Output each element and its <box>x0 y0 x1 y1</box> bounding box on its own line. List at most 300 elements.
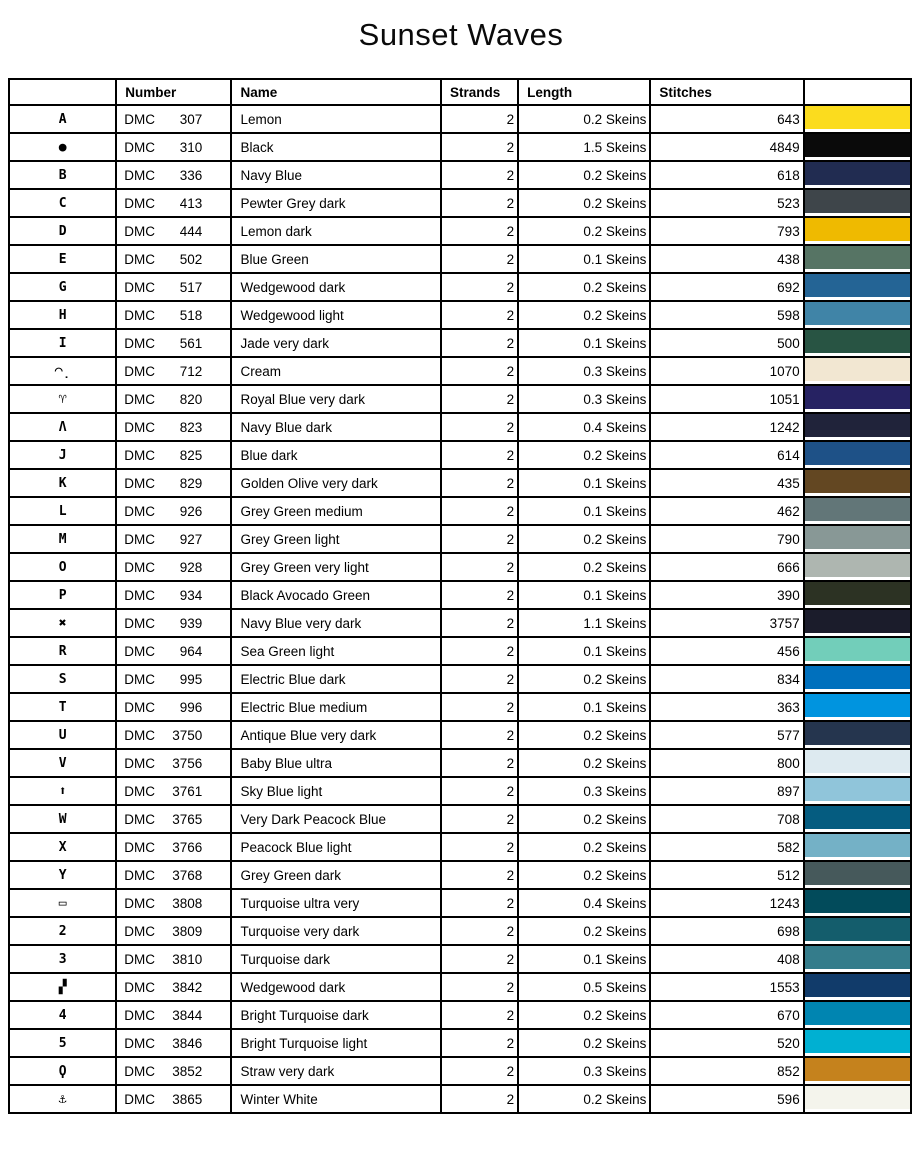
color-swatch-cell <box>804 1057 911 1085</box>
color-swatch <box>805 162 910 185</box>
strands-cell: 2 <box>441 441 518 469</box>
table-row <box>9 357 911 385</box>
floss-code: 561 <box>179 335 203 351</box>
color-swatch-cell <box>804 805 911 833</box>
color-swatch-cell <box>804 469 911 497</box>
color-name-cell: Grey Green very light <box>231 553 440 581</box>
page-title: Sunset Waves <box>358 17 564 52</box>
color-swatch-cell <box>804 945 911 973</box>
color-name-cell: Electric Blue dark <box>231 665 440 693</box>
brand-label: DMC <box>124 1091 155 1107</box>
strands-cell: 2 <box>441 917 518 945</box>
color-swatch-cell <box>804 133 911 161</box>
color-swatch <box>805 274 910 297</box>
strands-cell: 2 <box>441 973 518 1001</box>
brand-label: DMC <box>124 811 155 827</box>
length-cell: 0.1 Skeins <box>518 581 650 609</box>
brand-label: DMC <box>124 531 155 547</box>
brand-label: DMC <box>124 111 155 127</box>
color-swatch-cell <box>804 693 911 721</box>
brand-label: DMC <box>124 391 155 407</box>
floss-code: 310 <box>179 139 203 155</box>
number-cell <box>116 777 231 805</box>
number-cell <box>116 133 231 161</box>
color-swatch <box>805 582 910 605</box>
number-cell <box>116 693 231 721</box>
brand-label: DMC <box>124 615 155 631</box>
color-swatch-cell <box>804 973 911 1001</box>
color-name-cell: Royal Blue very dark <box>231 385 440 413</box>
stitch-symbol: O <box>9 553 116 581</box>
table-row <box>9 609 911 637</box>
table-row <box>9 553 911 581</box>
table-row <box>9 581 911 609</box>
stitch-symbol: J <box>9 441 116 469</box>
color-name-cell: Grey Green medium <box>231 497 440 525</box>
stitches-count-cell: 793 <box>650 217 803 245</box>
stitch-symbol: D <box>9 217 116 245</box>
color-swatch <box>805 974 910 997</box>
stitch-symbol: 3 <box>9 945 116 973</box>
floss-code: 927 <box>179 531 203 547</box>
color-swatch <box>805 498 910 521</box>
length-cell: 0.4 Skeins <box>518 413 650 441</box>
color-swatch-cell <box>804 833 911 861</box>
color-swatch <box>805 246 910 269</box>
brand-label: DMC <box>124 139 155 155</box>
color-swatch-cell <box>804 357 911 385</box>
floss-code: 3846 <box>172 1035 203 1051</box>
length-cell: 0.1 Skeins <box>518 637 650 665</box>
stitch-symbol: ♈ <box>9 385 116 413</box>
length-cell: 0.1 Skeins <box>518 497 650 525</box>
color-swatch-cell <box>804 525 911 553</box>
stitches-count-cell: 582 <box>650 833 803 861</box>
floss-code: 964 <box>179 643 203 659</box>
brand-label: DMC <box>124 503 155 519</box>
strands-cell: 2 <box>441 1085 518 1113</box>
brand-label: DMC <box>124 335 155 351</box>
length-cell: 0.4 Skeins <box>518 889 650 917</box>
length-cell: 0.2 Skeins <box>518 161 650 189</box>
color-swatch <box>805 414 910 437</box>
floss-code: 996 <box>179 699 203 715</box>
length-cell: 0.1 Skeins <box>518 329 650 357</box>
strands-cell: 2 <box>441 833 518 861</box>
stitches-count-cell: 435 <box>650 469 803 497</box>
floss-code: 518 <box>179 307 203 323</box>
number-cell <box>116 357 231 385</box>
floss-code: 3808 <box>172 895 203 911</box>
stitch-symbol: I <box>9 329 116 357</box>
brand-label: DMC <box>124 363 155 379</box>
stitches-count-cell: 1051 <box>650 385 803 413</box>
length-cell: 1.5 Skeins <box>518 133 650 161</box>
strands-cell: 2 <box>441 749 518 777</box>
brand-label: DMC <box>124 1035 155 1051</box>
floss-code: 3768 <box>172 867 203 883</box>
table-row <box>9 693 911 721</box>
brand-label: DMC <box>124 223 155 239</box>
color-swatch <box>805 638 910 661</box>
stitch-symbol: W <box>9 805 116 833</box>
stitches-count-cell: 577 <box>650 721 803 749</box>
color-swatch-cell <box>804 889 911 917</box>
brand-label: DMC <box>124 895 155 911</box>
floss-code: 3766 <box>172 839 203 855</box>
color-swatch-cell <box>804 441 911 469</box>
color-swatch <box>805 302 910 325</box>
color-swatch-cell <box>804 665 911 693</box>
number-cell <box>116 217 231 245</box>
stitches-count-cell: 462 <box>650 497 803 525</box>
stitch-symbol: L <box>9 497 116 525</box>
color-name-cell: Electric Blue medium <box>231 693 440 721</box>
strands-cell: 2 <box>441 105 518 133</box>
header-number: Number <box>116 79 231 105</box>
strands-cell: 2 <box>441 693 518 721</box>
stitch-symbol: K <box>9 469 116 497</box>
length-cell: 0.1 Skeins <box>518 245 650 273</box>
number-cell <box>116 1057 231 1085</box>
strands-cell: 2 <box>441 861 518 889</box>
brand-label: DMC <box>124 1007 155 1023</box>
color-name-cell: Winter White <box>231 1085 440 1113</box>
header-length: Length <box>518 79 650 105</box>
floss-code: 3761 <box>172 783 203 799</box>
table-row <box>9 861 911 889</box>
color-name-cell: Turquoise dark <box>231 945 440 973</box>
stitches-count-cell: 390 <box>650 581 803 609</box>
table-row <box>9 245 911 273</box>
color-swatch-cell <box>804 189 911 217</box>
floss-code: 502 <box>179 251 203 267</box>
color-name-cell: Jade very dark <box>231 329 440 357</box>
length-cell: 0.2 Skeins <box>518 273 650 301</box>
color-swatch-cell <box>804 721 911 749</box>
brand-label: DMC <box>124 279 155 295</box>
color-swatch-cell <box>804 1001 911 1029</box>
stitch-symbol: H <box>9 301 116 329</box>
strands-cell: 2 <box>441 805 518 833</box>
stitch-symbol: 2 <box>9 917 116 945</box>
color-swatch <box>805 1086 910 1109</box>
number-cell <box>116 413 231 441</box>
brand-label: DMC <box>124 307 155 323</box>
length-cell: 1.1 Skeins <box>518 609 650 637</box>
brand-label: DMC <box>124 671 155 687</box>
color-swatch <box>805 218 910 241</box>
stitches-count-cell: 698 <box>650 917 803 945</box>
strands-cell: 2 <box>441 329 518 357</box>
color-name-cell: Wedgewood light <box>231 301 440 329</box>
color-swatch-cell <box>804 1085 911 1113</box>
strands-cell: 2 <box>441 413 518 441</box>
table-row <box>9 161 911 189</box>
stitches-count-cell: 1243 <box>650 889 803 917</box>
length-cell: 0.2 Skeins <box>518 665 650 693</box>
color-name-cell: Wedgewood dark <box>231 273 440 301</box>
table-row <box>9 441 911 469</box>
header-row <box>9 79 911 105</box>
color-swatch-cell <box>804 301 911 329</box>
color-swatch-cell <box>804 497 911 525</box>
strands-cell: 2 <box>441 889 518 917</box>
header-name: Name <box>231 79 440 105</box>
number-cell <box>116 161 231 189</box>
color-swatch <box>805 862 910 885</box>
table-row <box>9 1001 911 1029</box>
strands-cell: 2 <box>441 721 518 749</box>
table-row <box>9 917 911 945</box>
length-cell: 0.2 Skeins <box>518 1029 650 1057</box>
floss-code: 3750 <box>172 727 203 743</box>
number-cell <box>116 721 231 749</box>
color-swatch-cell <box>804 581 911 609</box>
strands-cell: 2 <box>441 357 518 385</box>
stitch-symbol: Ϙ <box>9 1057 116 1085</box>
stitch-symbol: A <box>9 105 116 133</box>
brand-label: DMC <box>124 979 155 995</box>
floss-code: 307 <box>179 111 203 127</box>
color-swatch <box>805 190 910 213</box>
color-swatch <box>805 358 910 381</box>
number-cell <box>116 861 231 889</box>
number-cell <box>116 301 231 329</box>
stitch-symbol: Y <box>9 861 116 889</box>
color-name-cell: Very Dark Peacock Blue <box>231 805 440 833</box>
floss-code: 3842 <box>172 979 203 995</box>
table-row <box>9 805 911 833</box>
color-swatch <box>805 330 910 353</box>
header-symbol <box>9 79 116 105</box>
stitches-count-cell: 500 <box>650 329 803 357</box>
strands-cell: 2 <box>441 1057 518 1085</box>
number-cell <box>116 105 231 133</box>
stitches-count-cell: 438 <box>650 245 803 273</box>
color-swatch-cell <box>804 385 911 413</box>
brand-label: DMC <box>124 475 155 491</box>
stitch-symbol: U <box>9 721 116 749</box>
table-row <box>9 637 911 665</box>
color-swatch <box>805 918 910 941</box>
length-cell: 0.2 Skeins <box>518 189 650 217</box>
number-cell <box>116 469 231 497</box>
stitches-count-cell: 852 <box>650 1057 803 1085</box>
stitches-count-cell: 3757 <box>650 609 803 637</box>
color-swatch-cell <box>804 637 911 665</box>
brand-label: DMC <box>124 559 155 575</box>
number-cell <box>116 973 231 1001</box>
stitch-symbol: 4 <box>9 1001 116 1029</box>
number-cell <box>116 385 231 413</box>
stitch-symbol: ✖ <box>9 609 116 637</box>
floss-code: 820 <box>179 391 203 407</box>
strands-cell: 2 <box>441 189 518 217</box>
stitches-count-cell: 614 <box>650 441 803 469</box>
number-cell <box>116 553 231 581</box>
brand-label: DMC <box>124 167 155 183</box>
color-swatch <box>805 1058 910 1081</box>
stitch-symbol: ⬆ <box>9 777 116 805</box>
number-cell <box>116 273 231 301</box>
strands-cell: 2 <box>441 525 518 553</box>
floss-code: 928 <box>179 559 203 575</box>
stitches-count-cell: 800 <box>650 749 803 777</box>
color-swatch-cell <box>804 1029 911 1057</box>
stitch-symbol: ▞ <box>9 973 116 1001</box>
stitches-count-cell: 598 <box>650 301 803 329</box>
table-row <box>9 189 911 217</box>
strands-cell: 2 <box>441 273 518 301</box>
color-name-cell: Wedgewood dark <box>231 973 440 1001</box>
stitch-symbol: 5 <box>9 1029 116 1057</box>
brand-label: DMC <box>124 699 155 715</box>
length-cell: 0.2 Skeins <box>518 553 650 581</box>
table-row <box>9 105 911 133</box>
brand-label: DMC <box>124 643 155 659</box>
floss-code: 3756 <box>172 755 203 771</box>
strands-cell: 2 <box>441 497 518 525</box>
brand-label: DMC <box>124 783 155 799</box>
number-cell <box>116 609 231 637</box>
stitch-symbol: X <box>9 833 116 861</box>
floss-code: 517 <box>179 279 203 295</box>
floss-code: 3865 <box>172 1091 203 1107</box>
floss-code: 413 <box>179 195 203 211</box>
floss-code: 995 <box>179 671 203 687</box>
floss-code: 825 <box>179 447 203 463</box>
brand-label: DMC <box>124 587 155 603</box>
table-row <box>9 301 911 329</box>
number-cell <box>116 833 231 861</box>
stitches-count-cell: 363 <box>650 693 803 721</box>
color-name-cell: Navy Blue very dark <box>231 609 440 637</box>
number-cell <box>116 497 231 525</box>
floss-code: 3809 <box>172 923 203 939</box>
table-row <box>9 665 911 693</box>
strands-cell: 2 <box>441 777 518 805</box>
color-swatch-cell <box>804 553 911 581</box>
brand-label: DMC <box>124 195 155 211</box>
length-cell: 0.2 Skeins <box>518 861 650 889</box>
table-row <box>9 385 911 413</box>
color-name-cell: Sea Green light <box>231 637 440 665</box>
table-row <box>9 749 911 777</box>
stitch-symbol: ● <box>9 133 116 161</box>
stitch-symbol: C <box>9 189 116 217</box>
table-row <box>9 973 911 1001</box>
stitches-count-cell: 523 <box>650 189 803 217</box>
strands-cell: 2 <box>441 245 518 273</box>
header-swatch <box>804 79 911 105</box>
strands-cell: 2 <box>441 553 518 581</box>
color-swatch <box>805 442 910 465</box>
number-cell <box>116 245 231 273</box>
color-name-cell: Golden Olive very dark <box>231 469 440 497</box>
floss-code: 444 <box>179 223 203 239</box>
color-swatch <box>805 106 910 129</box>
table-row <box>9 413 911 441</box>
color-name-cell: Peacock Blue light <box>231 833 440 861</box>
strands-cell: 2 <box>441 161 518 189</box>
number-cell <box>116 189 231 217</box>
stitches-count-cell: 408 <box>650 945 803 973</box>
strands-cell: 2 <box>441 217 518 245</box>
number-cell <box>116 945 231 973</box>
brand-label: DMC <box>124 419 155 435</box>
length-cell: 0.2 Skeins <box>518 105 650 133</box>
number-cell <box>116 525 231 553</box>
number-cell <box>116 805 231 833</box>
table-row <box>9 273 911 301</box>
color-name-cell: Navy Blue dark <box>231 413 440 441</box>
stitches-count-cell: 618 <box>650 161 803 189</box>
strands-cell: 2 <box>441 637 518 665</box>
stitches-count-cell: 834 <box>650 665 803 693</box>
floss-code: 3765 <box>172 811 203 827</box>
stitch-symbol: ⚓ <box>9 1085 116 1113</box>
stitch-symbol: R <box>9 637 116 665</box>
stitches-count-cell: 512 <box>650 861 803 889</box>
color-name-cell: Straw very dark <box>231 1057 440 1085</box>
stitches-count-cell: 456 <box>650 637 803 665</box>
color-swatch-cell <box>804 273 911 301</box>
number-cell <box>116 665 231 693</box>
color-swatch-cell <box>804 749 911 777</box>
length-cell: 0.2 Skeins <box>518 525 650 553</box>
length-cell: 0.3 Skeins <box>518 777 650 805</box>
color-swatch <box>805 750 910 773</box>
length-cell: 0.2 Skeins <box>518 217 650 245</box>
stitch-symbol: T <box>9 693 116 721</box>
table-row <box>9 1029 911 1057</box>
brand-label: DMC <box>124 951 155 967</box>
table-row <box>9 525 911 553</box>
color-name-cell: Lemon dark <box>231 217 440 245</box>
color-swatch-cell <box>804 917 911 945</box>
table-row <box>9 217 911 245</box>
color-name-cell: Antique Blue very dark <box>231 721 440 749</box>
brand-label: DMC <box>124 447 155 463</box>
color-swatch <box>805 834 910 857</box>
stitches-count-cell: 790 <box>650 525 803 553</box>
color-swatch-cell <box>804 329 911 357</box>
floss-code: 712 <box>179 363 203 379</box>
length-cell: 0.5 Skeins <box>518 973 650 1001</box>
length-cell: 0.2 Skeins <box>518 805 650 833</box>
brand-label: DMC <box>124 1063 155 1079</box>
color-name-cell: Turquoise very dark <box>231 917 440 945</box>
color-swatch <box>805 666 910 689</box>
color-name-cell: Blue dark <box>231 441 440 469</box>
color-swatch <box>805 610 910 633</box>
stitch-symbol: Λ <box>9 413 116 441</box>
table-row <box>9 833 911 861</box>
table-row <box>9 889 911 917</box>
color-name-cell: Grey Green light <box>231 525 440 553</box>
stitch-symbol: E <box>9 245 116 273</box>
stitch-symbol: B <box>9 161 116 189</box>
stitches-count-cell: 692 <box>650 273 803 301</box>
number-cell <box>116 637 231 665</box>
color-swatch <box>805 134 910 157</box>
strands-cell: 2 <box>441 1029 518 1057</box>
color-swatch-cell <box>804 105 911 133</box>
color-name-cell: Turquoise ultra very <box>231 889 440 917</box>
floss-code: 3852 <box>172 1063 203 1079</box>
number-cell <box>116 581 231 609</box>
